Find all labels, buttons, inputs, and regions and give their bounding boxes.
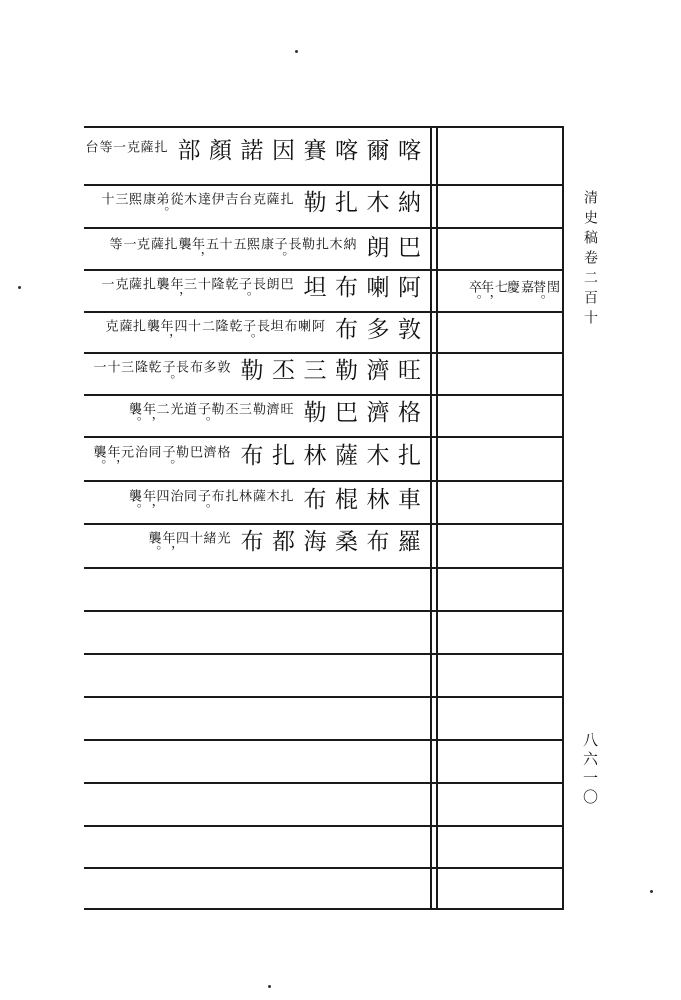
annotation-text: 治	[132, 445, 147, 459]
large-character: 旺	[394, 358, 420, 387]
annotation-text: 五	[203, 237, 218, 251]
annotation-text: 襲。	[126, 489, 141, 517]
annotation-text: 扎	[277, 489, 293, 503]
annotation-text: 木	[181, 192, 196, 206]
column-divider-right	[436, 126, 438, 910]
annotation-text: 薩	[148, 237, 163, 251]
table-row	[84, 275, 436, 315]
annotation-text: 扎	[151, 140, 167, 154]
annotation-text: 一	[110, 140, 125, 154]
large-character: 坦	[299, 275, 326, 304]
row-separator	[84, 739, 562, 741]
annotation-text: 弟。	[153, 192, 169, 220]
large-character: 賽	[299, 138, 326, 167]
note-text: 七	[492, 280, 507, 294]
annotation-text: 子。	[236, 277, 251, 305]
row-separator	[84, 184, 562, 186]
large-character: 諾	[236, 138, 263, 167]
annotation-text: 扎	[140, 277, 155, 291]
annotation-text: 年，	[167, 277, 183, 305]
annotation-text: 克	[124, 140, 139, 154]
annotation-text: 扎	[222, 489, 238, 503]
large-character: 布	[299, 487, 326, 516]
annotation-text: 薩	[263, 192, 279, 206]
annotation-text: 子。	[271, 237, 287, 265]
annotation-text: 子。	[195, 402, 210, 430]
annotation-text: 同	[145, 445, 161, 459]
table-row	[84, 358, 436, 398]
annotation-text: 伊	[208, 192, 224, 206]
annotation-text: 子。	[195, 489, 210, 517]
annotation-text: 二	[199, 319, 214, 333]
row-separator	[84, 610, 562, 612]
annotation-text: 阿	[309, 319, 324, 333]
large-character: 勒	[299, 190, 326, 219]
annotation-text: 木	[326, 237, 342, 251]
large-character: 布	[236, 529, 263, 558]
bottom-border	[84, 908, 564, 910]
row-separator	[84, 696, 562, 698]
annotation-text: 三	[118, 360, 133, 374]
annotation-text: 襲	[175, 237, 191, 251]
annotation-text: 五	[230, 237, 246, 251]
large-character: 林	[299, 443, 326, 472]
annotation-text: 一	[90, 360, 106, 374]
note-text: 閏	[544, 280, 559, 294]
annotation-text: 多	[200, 360, 216, 374]
annotation-text: 一	[98, 277, 114, 291]
large-character: 勒	[331, 358, 357, 387]
annotation-text: 布	[281, 319, 297, 333]
note-text: 替。	[530, 280, 545, 308]
large-character: 巴	[331, 400, 357, 429]
side-title: 清史稿卷二百十	[582, 190, 598, 330]
large-character: 朗	[362, 235, 389, 264]
annotation-text: 十	[195, 277, 210, 291]
annotation-text: 丕	[222, 402, 238, 416]
table-row	[84, 443, 436, 483]
annotation-text: 光	[167, 402, 183, 416]
annotation-text: 勒	[173, 445, 188, 459]
annotation-text: 子。	[240, 319, 255, 347]
annotation-text: 元	[118, 445, 133, 459]
annotation-text: 扎	[130, 319, 145, 333]
scan-speck	[295, 50, 298, 53]
right-border	[562, 126, 564, 910]
annotation-text: 坦	[267, 319, 283, 333]
annotation-text: 長	[250, 277, 265, 291]
annotation-text: 年，	[140, 402, 155, 430]
large-character: 薩	[331, 443, 357, 472]
large-character: 扎	[394, 443, 420, 472]
scan-speck	[268, 985, 271, 988]
annotation-text: 四	[153, 489, 169, 503]
annotation-text: 四	[171, 319, 187, 333]
table-row	[84, 487, 436, 527]
large-character: 巴	[394, 235, 420, 264]
large-character: 三	[299, 358, 326, 387]
annotation-text: 勒	[250, 402, 265, 416]
annotation-text: 勒	[299, 237, 314, 251]
annotation-text: 二	[153, 402, 169, 416]
annotation-text: 年，	[189, 237, 204, 265]
large-character: 納	[394, 190, 420, 219]
scan-speck	[18, 286, 21, 289]
annotation-text: 熙	[244, 237, 259, 251]
large-character: 部	[173, 138, 200, 167]
annotation-text: 達	[195, 192, 210, 206]
annotation-text: 克	[250, 192, 265, 206]
annotation-text: 薩	[250, 489, 265, 503]
large-character: 因	[268, 138, 294, 167]
annotation-text: 三	[112, 192, 128, 206]
annotation-text: 襲	[153, 277, 169, 291]
annotation-text: 四	[173, 531, 188, 545]
top-border	[84, 126, 562, 128]
annotation-text: 扎	[161, 237, 177, 251]
annotation-text: 長	[285, 237, 301, 251]
annotation-text: 巴	[277, 277, 293, 291]
table-row	[84, 317, 436, 357]
annotation-text: 緒	[200, 531, 216, 545]
annotation-text: 濟	[200, 445, 216, 459]
annotation-text: 襲。	[126, 402, 141, 430]
large-character: 扎	[268, 443, 294, 472]
large-character: 阿	[394, 275, 420, 304]
annotation-text: 十	[98, 192, 114, 206]
large-character: 棍	[331, 487, 357, 516]
large-character: 勒	[299, 400, 326, 429]
large-character: 木	[362, 443, 389, 472]
annotation-text: 隆	[132, 360, 147, 374]
annotation-text: 濟	[263, 402, 279, 416]
annotation-text: 康	[258, 237, 273, 251]
annotation-text: 襲。	[145, 531, 161, 559]
annotation-text: 敦	[214, 360, 230, 374]
annotation-text: 三	[181, 277, 196, 291]
annotation-text: 布	[208, 489, 224, 503]
annotation-text: 一	[120, 237, 136, 251]
annotation-text: 台	[236, 192, 251, 206]
large-character: 羅	[394, 529, 420, 558]
page-number: 八六一〇	[581, 732, 599, 808]
annotation-text: 從	[167, 192, 183, 206]
annotation-text: 道	[181, 402, 196, 416]
annotation-text: 薩	[116, 319, 132, 333]
annotation-text: 隆	[208, 277, 224, 291]
annotation-text: 台	[82, 140, 98, 154]
large-character: 喀	[331, 138, 357, 167]
large-character: 都	[268, 529, 294, 558]
large-character: 敦	[394, 317, 420, 346]
annotation-text: 旺	[277, 402, 293, 416]
large-character: 喇	[362, 275, 389, 304]
note-text: 年，	[478, 280, 493, 308]
annotation-text: 納	[340, 237, 356, 251]
annotation-text: 薩	[126, 277, 141, 291]
annotation-text: 十	[216, 237, 232, 251]
annotation-text: 布	[187, 360, 202, 374]
annotation-text: 隆	[212, 319, 228, 333]
annotation-text: 熙	[126, 192, 141, 206]
annotation-text: 乾	[145, 360, 161, 374]
annotation-text: 同	[181, 489, 196, 503]
annotation-text: 等	[96, 140, 112, 154]
annotation-text: 克	[102, 319, 118, 333]
large-character: 布	[236, 443, 263, 472]
large-character: 布	[331, 275, 357, 304]
annotation-text: 薩	[137, 140, 153, 154]
table-row	[84, 138, 436, 178]
annotation-text: 十	[185, 319, 200, 333]
annotation-text: 長	[173, 360, 188, 374]
annotation-text: 乾	[222, 277, 238, 291]
annotation-text: 扎	[313, 237, 328, 251]
annotation-text: 光	[214, 531, 230, 545]
table-row	[84, 400, 436, 440]
annotation-text: 子。	[159, 445, 175, 473]
annotation-text: 克	[112, 277, 128, 291]
large-character: 濟	[362, 358, 389, 387]
annotation-text: 襲	[144, 319, 159, 333]
annotation-text: 襲。	[90, 445, 106, 473]
annotation-text: 扎	[277, 192, 293, 206]
annotation-text: 治	[167, 489, 183, 503]
annotation-text: 等	[106, 237, 122, 251]
scan-speck	[650, 890, 653, 893]
annotation-text: 木	[263, 489, 279, 503]
annotation-text: 康	[140, 192, 155, 206]
large-character: 多	[362, 317, 389, 346]
annotation-text: 年，	[104, 445, 120, 473]
large-character: 林	[362, 487, 389, 516]
annotation-text: 年，	[140, 489, 155, 517]
table-row	[84, 235, 436, 275]
annotation-text: 喇	[295, 319, 310, 333]
annotation-text: 巴	[187, 445, 202, 459]
large-character: 濟	[362, 400, 389, 429]
large-character: 車	[394, 487, 420, 516]
annotation-text: 十	[104, 360, 120, 374]
annotation-text: 林	[236, 489, 251, 503]
row-separator	[84, 653, 562, 655]
note-text: 卒。	[466, 280, 481, 308]
annotation-text: 朗	[263, 277, 279, 291]
annotation-text: 十	[187, 531, 202, 545]
table-row	[84, 529, 436, 569]
row-separator	[84, 825, 562, 827]
row-separator	[84, 867, 562, 869]
annotation-text: 吉	[222, 192, 238, 206]
annotation-text: 長	[254, 319, 269, 333]
large-character: 顏	[205, 138, 231, 167]
large-character: 海	[299, 529, 326, 558]
large-character: 勒	[236, 358, 263, 387]
large-character: 格	[394, 400, 420, 429]
annotation-text: 三	[236, 402, 251, 416]
annotation-text: 年，	[157, 319, 173, 347]
large-character: 布	[331, 317, 357, 346]
large-character: 扎	[331, 190, 357, 219]
annotation-text: 子。	[159, 360, 175, 388]
annotation-text: 年，	[159, 531, 175, 559]
large-character: 丕	[268, 358, 294, 387]
annotation-text: 勒	[208, 402, 224, 416]
annotation-text: 克	[134, 237, 149, 251]
large-character: 喀	[394, 138, 420, 167]
annotation-text: 乾	[226, 319, 242, 333]
table-row	[84, 190, 436, 230]
large-character: 桑	[331, 529, 357, 558]
large-character: 布	[362, 529, 389, 558]
note-text: 嘉	[518, 280, 533, 294]
annotation-text: 格	[214, 445, 230, 459]
note-text: 慶	[504, 280, 519, 294]
row-separator	[84, 782, 562, 784]
note-cell	[440, 280, 560, 312]
large-character: 爾	[362, 138, 389, 167]
large-character: 木	[362, 190, 389, 219]
